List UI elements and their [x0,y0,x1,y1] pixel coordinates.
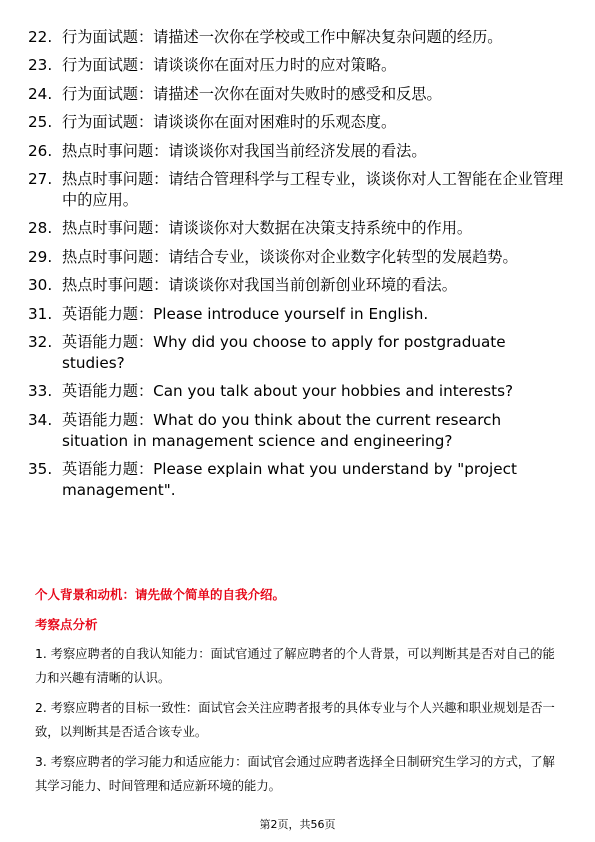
list-item [28,218,568,239]
question-number: 28. [28,219,53,238]
question-text: 行为面试题：请描述一次你在学校或工作中解决复杂问题的经历。 [62,28,503,46]
question-number: 26. [28,141,53,160]
question-text: 英语能力题：Please introduce yourself in English. [62,304,429,323]
list-item [28,247,568,268]
list-item [28,112,568,133]
question-text: 英语能力题：Please explain what you understand by "project management". [62,460,517,500]
question-number: 31. [28,304,53,323]
question-number: 33. [28,382,53,401]
question-number: 27. [28,169,53,188]
question-text: 热点时事问题：请谈谈你对大数据在决策支持系统中的作用。 [62,219,473,238]
question-text: 热点时事问题：请谈谈你对我国当前创新创业环境的看法。 [62,276,457,295]
list-item [28,381,568,402]
question-text: 热点时事问题：请结合专业，谈谈你对企业数字化转型的发展趋势。 [62,247,518,266]
list-item [28,275,568,296]
question-text: 英语能力题：What do you think about the current research situation in management science and engineering? [62,410,502,450]
question-number: 29. [28,247,53,266]
list-item [28,84,568,105]
question-number: 23. [28,56,53,75]
list-item [28,459,568,501]
list-item [28,169,568,211]
question-text: 行为面试题：请谈谈你在面对困难时的乐观态度。 [62,113,397,132]
analysis-point: 2. 考察应聘者的目标一致性：面试官会关注应聘者报考的具体专业与个人兴趣和职业规划是否一致，以判断其是否适合该专业。 [35,701,555,739]
list-item [28,141,568,162]
question-number: 32. [28,332,53,351]
question-list [28,27,568,508]
question-text: 热点时事问题：请结合管理科学与工程专业，谈谈你对人工智能在企业管理中的应用。 [62,169,564,209]
section-subtitle: 考察点分析 [35,617,98,632]
question-text: 行为面试题：请谈谈你在面对压力时的应对策略。 [62,56,397,75]
question-number: 25. [28,113,53,132]
question-number: 34. [28,410,53,429]
analysis-point: 3. 考察应聘者的学习能力和适应能力：面试官会通过应聘者选择全日制研究生学习的方式，了解其学习能力、时间管理和适应新环境的能力。 [35,755,555,793]
question-number: 30. [28,276,53,295]
question-text: 英语能力题：Can you talk about your hobbies and interests? [62,382,514,401]
question-number: 35. [28,460,53,479]
question-number: 24. [28,84,53,103]
analysis-section [35,586,565,804]
page-footer: 第2页，共56页 [259,818,336,831]
list-item [28,55,568,76]
question-text: 热点时事问题：请谈谈你对我国当前经济发展的看法。 [62,141,427,160]
list-item [28,27,568,48]
list-item [28,410,568,452]
question-text: 英语能力题：Why did you choose to apply for postgraduate studies? [62,332,506,372]
question-number: 22. [28,28,53,46]
list-item [28,332,568,374]
list-item [28,304,568,325]
analysis-point: 1. 考察应聘者的自我认知能力：面试官通过了解应聘者的个人背景，可以判断其是否对自己的能力和兴趣有清晰的认识。 [35,647,555,685]
section-title: 个人背景和动机：请先做个简单的自我介绍。 [35,587,286,602]
question-text: 行为面试题：请描述一次你在面对失败时的感受和反思。 [62,84,442,103]
